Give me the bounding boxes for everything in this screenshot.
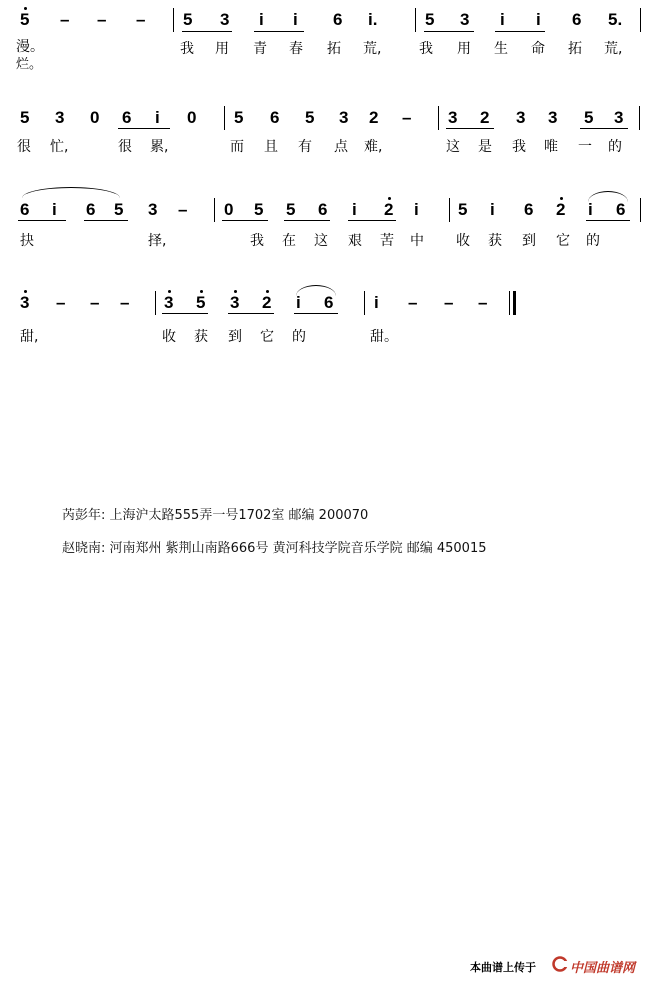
note: 3 bbox=[339, 108, 349, 127]
lyric: 唯 bbox=[544, 139, 558, 155]
high-dot bbox=[24, 7, 27, 10]
note: 3 bbox=[460, 10, 470, 29]
lyric: 收 bbox=[456, 233, 470, 249]
lyric: 一 bbox=[578, 139, 592, 155]
note: i bbox=[490, 200, 495, 219]
lyric: 荒, bbox=[363, 41, 382, 57]
note: 6 bbox=[616, 200, 626, 219]
lyric: 累, bbox=[150, 139, 169, 155]
note: 6 bbox=[86, 200, 96, 219]
high-dot bbox=[168, 290, 171, 293]
note: 5 bbox=[20, 10, 30, 29]
lyric: 苦 bbox=[380, 233, 394, 249]
dash: – bbox=[60, 10, 70, 29]
note: 5 bbox=[183, 10, 193, 29]
dash: – bbox=[97, 10, 107, 29]
lyric: 抉 bbox=[20, 233, 34, 249]
high-dot bbox=[560, 197, 563, 200]
note: 5 bbox=[114, 200, 124, 219]
note: 3 bbox=[614, 108, 624, 127]
lyric: 漫。 bbox=[16, 39, 44, 55]
lyric: 而 bbox=[230, 139, 244, 155]
lyric: 用 bbox=[215, 41, 229, 57]
lyric: 中 bbox=[410, 233, 424, 249]
note: 5. bbox=[608, 10, 623, 29]
note: i bbox=[293, 10, 298, 29]
note: 3 bbox=[20, 293, 30, 312]
note: i bbox=[414, 200, 419, 219]
lyric: 收 bbox=[162, 329, 176, 345]
note: 3 bbox=[230, 293, 240, 312]
dash: – bbox=[444, 293, 454, 312]
lyric: 难, bbox=[364, 139, 383, 155]
underline bbox=[586, 220, 630, 221]
note: 5 bbox=[584, 108, 594, 127]
note: 0 bbox=[224, 200, 234, 219]
note: 6 bbox=[524, 200, 534, 219]
lyric: 获 bbox=[194, 329, 208, 345]
note: i bbox=[536, 10, 541, 29]
note: 6 bbox=[572, 10, 582, 29]
lyric: 我 bbox=[512, 139, 526, 155]
note: 5 bbox=[458, 200, 468, 219]
note: 0 bbox=[187, 108, 197, 127]
lyric: 在 bbox=[282, 233, 296, 249]
lyric: 荒, bbox=[604, 41, 623, 57]
underline bbox=[162, 313, 208, 314]
note: 2 bbox=[480, 108, 490, 127]
note: 6 bbox=[122, 108, 132, 127]
underline bbox=[495, 31, 545, 32]
dash: – bbox=[136, 10, 146, 29]
underline bbox=[182, 31, 232, 32]
note: 3 bbox=[220, 10, 230, 29]
note: 5 bbox=[234, 108, 244, 127]
bar-line bbox=[449, 198, 450, 222]
note: i bbox=[259, 10, 264, 29]
note: 6 bbox=[333, 10, 343, 29]
lyric: 点 bbox=[334, 139, 348, 155]
note: 2 bbox=[262, 293, 272, 312]
note: 3 bbox=[548, 108, 558, 127]
lyric: 青 bbox=[253, 41, 267, 57]
note: 6 bbox=[270, 108, 280, 127]
bar-line bbox=[364, 291, 365, 315]
lyric: 获 bbox=[488, 233, 502, 249]
underline bbox=[348, 220, 396, 221]
lyric: 用 bbox=[457, 41, 471, 57]
lyric: 命 bbox=[531, 41, 545, 57]
note: 2 bbox=[369, 108, 379, 127]
lyric: 我 bbox=[419, 41, 433, 57]
dash: – bbox=[56, 293, 66, 312]
dash: – bbox=[478, 293, 488, 312]
upload-label: 本曲谱上传于 bbox=[470, 961, 536, 974]
note: 5 bbox=[286, 200, 296, 219]
lyric: 拓 bbox=[568, 41, 582, 57]
note: i bbox=[374, 293, 379, 312]
lyric: 这 bbox=[446, 139, 460, 155]
lyric: 到 bbox=[522, 233, 536, 249]
site-logo-icon bbox=[552, 956, 568, 972]
note: i. bbox=[368, 10, 378, 29]
contact-line-1: 芮彭年: 上海沪太路555弄一号1702室 邮编 200070 bbox=[62, 508, 369, 523]
underline bbox=[222, 220, 268, 221]
lyric: 有 bbox=[298, 139, 312, 155]
lyric: 拓 bbox=[327, 41, 341, 57]
lyric: 到 bbox=[228, 329, 242, 345]
lyric: 忙, bbox=[50, 139, 69, 155]
lyric: 生 bbox=[494, 41, 508, 57]
lyric: 我 bbox=[180, 41, 194, 57]
lyric: 春 bbox=[289, 41, 303, 57]
underline bbox=[84, 220, 128, 221]
contact-line-2: 赵晓南: 河南郑州 紫荆山南路666号 黄河科技学院音乐学院 邮编 450015 bbox=[62, 541, 487, 556]
note: 5 bbox=[305, 108, 315, 127]
lyric: 它 bbox=[556, 233, 570, 249]
underline bbox=[424, 31, 474, 32]
high-dot bbox=[24, 290, 27, 293]
dash: – bbox=[90, 293, 100, 312]
bar-line bbox=[438, 106, 439, 130]
note: 3 bbox=[55, 108, 65, 127]
note: 6 bbox=[20, 200, 30, 219]
lyric: 是 bbox=[478, 139, 492, 155]
lyric: 甜。 bbox=[370, 329, 398, 345]
note: 5 bbox=[196, 293, 206, 312]
high-dot bbox=[234, 290, 237, 293]
lyric: 它 bbox=[260, 329, 274, 345]
lyric: 甜, bbox=[20, 329, 39, 345]
note: 6 bbox=[318, 200, 328, 219]
note: i bbox=[500, 10, 505, 29]
note: 3 bbox=[448, 108, 458, 127]
underline bbox=[294, 313, 338, 314]
underline bbox=[284, 220, 330, 221]
note: i bbox=[52, 200, 57, 219]
bar-line bbox=[214, 198, 215, 222]
high-dot bbox=[200, 290, 203, 293]
lyric: 的 bbox=[586, 233, 600, 249]
bar-line bbox=[639, 106, 640, 130]
underline bbox=[446, 128, 494, 129]
note: 5 bbox=[20, 108, 30, 127]
lyric: 很 bbox=[17, 139, 31, 155]
lyric: 的 bbox=[608, 139, 622, 155]
note: 3 bbox=[148, 200, 158, 219]
final-bar-thin bbox=[509, 291, 510, 315]
lyric: 很 bbox=[118, 139, 132, 155]
note: 3 bbox=[516, 108, 526, 127]
bar-line bbox=[155, 291, 156, 315]
high-dot bbox=[266, 290, 269, 293]
note: 2 bbox=[384, 200, 394, 219]
bar-line bbox=[640, 8, 641, 32]
site-logo[interactable]: 中国曲谱网 bbox=[570, 961, 636, 976]
lyric: 择, bbox=[148, 233, 167, 249]
lyric: 艰 bbox=[348, 233, 362, 249]
bar-line bbox=[224, 106, 225, 130]
dash: – bbox=[120, 293, 130, 312]
note: 5 bbox=[425, 10, 435, 29]
dash: – bbox=[402, 108, 412, 127]
note: i bbox=[588, 200, 593, 219]
lyric: 这 bbox=[314, 233, 328, 249]
underline bbox=[228, 313, 274, 314]
slur bbox=[22, 187, 120, 198]
note: i bbox=[352, 200, 357, 219]
dash: – bbox=[178, 200, 188, 219]
bar-line bbox=[173, 8, 174, 32]
bar-line bbox=[415, 8, 416, 32]
lyric: 烂。 bbox=[16, 57, 43, 72]
underline bbox=[254, 31, 304, 32]
underline bbox=[118, 128, 170, 129]
note: 5 bbox=[254, 200, 264, 219]
lyric: 且 bbox=[264, 139, 278, 155]
bar-line bbox=[640, 198, 641, 222]
note: 2 bbox=[556, 200, 566, 219]
lyric: 我 bbox=[250, 233, 264, 249]
note: i bbox=[155, 108, 160, 127]
lyric: 的 bbox=[292, 329, 306, 345]
note: i bbox=[296, 293, 301, 312]
underline bbox=[18, 220, 66, 221]
final-bar-thick bbox=[513, 291, 516, 315]
note: 0 bbox=[90, 108, 100, 127]
note: 6 bbox=[324, 293, 334, 312]
underline bbox=[580, 128, 628, 129]
high-dot bbox=[388, 197, 391, 200]
dash: – bbox=[408, 293, 418, 312]
note: 3 bbox=[164, 293, 174, 312]
